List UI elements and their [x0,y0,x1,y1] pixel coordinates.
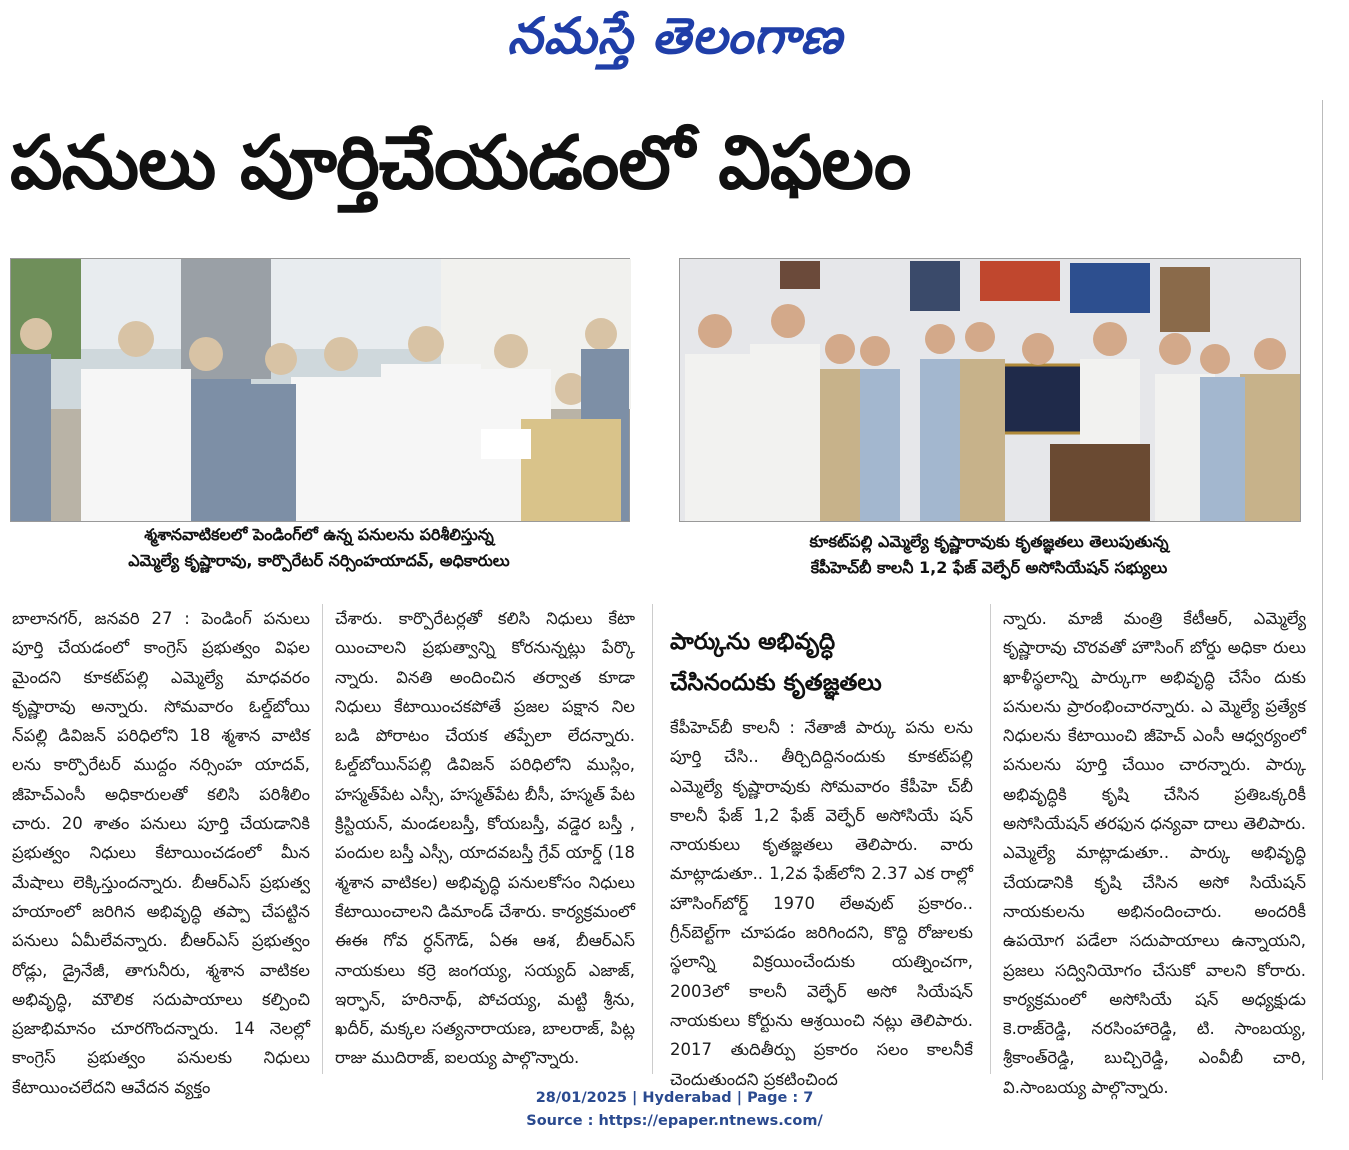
article2-subhead-line2: చేసినందుకు కృతజ్ఞతలు [670,670,882,696]
article2-column2 [1003,604,1306,1097]
column-rule-3 [990,604,991,1074]
photo-left-caption [10,522,628,574]
headline: పనులు పూర్తిచేయడంలో విఫలం [10,120,911,206]
photo-right-caption [679,529,1299,581]
article2-column1-text: కేపీహెచ్‌బీ కాలనీ : నేతాజీ పార్కు పను లను పూర్తి చేసి.. తీర్చిదిద్దినందుకు కూకట్‌పల్లి ఎమ్మెల్యే కృష్ణారావుకు సోమవారం కేపీహె చ్‌బీ కాలనీ ఫేజ్ 1,2 ఫేజ్ వెల్ఫేర్ అసోసియే షన్ నాయకులు కృతజ్ఞతలు తెలిపారు. వారు మాట్లాడుతూ.. 1,2వ ఫేజ్‌లోని 2.37 ఎక రాల్లో హౌసింగ్‌బోర్డ్ 1970 లేఅవుట్ ప్రకారం.. గ్రీన్‌బెల్ట్‌గా చూపడం జరిగిందని, కొద్ది రోజులకు స్థలాన్ని విక్రయించేందుకు యత్నించగా, 2003లో కాలనీ వెల్ఫేర్ అసో సియేషన్ నాయకులు కోర్టును ఆశ్రయించి నట్లు తెలిపారు. 2017 తుదితీర్పు ప్రకారం సలం కాలనీకే చెందుతుందని ప్రకటించింద [670,718,973,1089]
photo-right-caption-line1: కూకట్‌పల్లి ఎమ్మెల్యే కృష్ణారావుకు కృతజ్ఞతలు తెలుపుతున్న [809,532,1169,551]
photo-right [679,258,1301,522]
article1-column1-text: బాలానగర్, జనవరి 27 : పెండింగ్ పనులు పూర్తి చేయడంలో కాంగ్రెస్ ప్రభుత్వం విఫల మైందని కూకట్‌పల్లి ఎమ్మెల్యే మాధవరం కృష్ణారావు అన్నారు. సోమవారం ఓల్డ్‌బోయి న్‌పల్లి డివిజన్ పరిధిలోని 18 శ్మశాన వాటిక లను కార్పొరేటర్ ముద్దం నర్సింహ యాదవ్, జీహెచ్‌ఎంసీ అధికారులతో కలిసి పరిశీలిం చారు. 20 శాతం పనులు పూర్తి చేయడానికి ప్రభుత్వం నిధులు కేటాయించడంలో మీన మేషాలు లెక్కిస్తుందన్నారు. బీఆర్‌ఎస్ ప్రభుత్వ హయాంలో జరిగిన అభివృద్ధి తప్పా చేపట్టిన పనులు ఏమీలేవన్నారు. బీఆర్‌ఎస్ ప్రభుత్వం రోడ్లు, డ్రైనేజీ, తాగునీరు, శ్మశాన వాటికల అభివృద్ధి, మౌలిక సదుపాయాలు కల్పించి ప్రజాభిమానం చూరగొందన్నారు. 14 నెలల్లో కాంగ్రెస్ ప్రభుత్వం పనులకు నిధులు కేటాయించలేదని ఆవేదన వ్యక్తం [12,609,310,1097]
article2-column2-text: న్నారు. మాజీ మంత్రి కేటీఆర్, ఎమ్మెల్యే కృష్ణారావు చొరవతో హౌసింగ్ బోర్డు అధికా రులు ఖాళీస్థలాన్ని పార్కుగా అభివృద్ధి చేసేం దుకు పనులను ప్రారంభించారన్నారు. ఎ మ్మెల్యే ప్రత్యేక నిధులను కేటాయించి జీహెచ్ ఎంసీ ఆధ్వర్యంలో పనులను పూర్తి చేయిం చారన్నారు. పార్కు అభివృద్ధికి కృషి చేసిన ప్రతిఒక్కరికీ అసోసియేషన్ తరఫున ధన్యవా దాలు తెలిపారు. ఎమ్మెల్యే మాట్లాడుతూ.. పార్కు అభివృద్ధి చేయడానికి కృషి చేసిన అసో సియేషన్ నాయకులను అభినందించారు. అందరికీ ఉపయోగ పడేలా సదుపాయాలు ఉన్నాయని, ప్రజలు సద్వినియోగం చేసుకో వాలని కోరారు. కార్యక్రమంలో అసోసియే షన్ అధ్యక్షుడు కె.రాజ్‌రెడ్డి, నరసింహారెడ్డి, టి. సాంబయ్య, శ్రీకాంత్‌రెడ్డి, బుచ్చిరెడ్డి, ఎంవీబీ చారి, వి.సాంబయ్య పాల్గొన్నారు. [1003,609,1306,1097]
masthead-title: నమస్తే తెలంగాణ [507,6,843,65]
article2-subhead [670,622,970,704]
footer-date-line: 28/01/2025 | Hyderabad | Page : 7 [535,1090,814,1106]
photo-left-caption-line2: ఎమ్మెల్యే కృష్ణారావు, కార్పొరేటర్ నర్సింహయాదవ్, అధికారులు [128,551,510,570]
article2-column1 [670,713,973,1089]
article2-subhead-line1: పార్కును అభివృద్ధి [670,629,836,655]
footer-source-link[interactable]: Source : https://epaper.ntnews.com/ [526,1113,823,1129]
column-rule-1 [322,604,323,1074]
page-right-rule [1322,100,1323,1080]
masthead [470,6,880,76]
photo-left [10,258,630,522]
column-rule-2 [652,604,653,1074]
article1-column2 [335,604,635,1074]
article1-column2-text: చేశారు. కార్పొరేటర్లతో కలిసి నిధులు కేటా యించాలని ప్రభుత్వాన్ని కోరనున్నట్లు పేర్కొ న్నారు. వినతి అందించిన తర్వాత కూడా నిధులు కేటాయించకపోతే ప్రజల పక్షాన నిల బడి పోరాటం చేయక తప్పేలా లేదన్నారు. ఓల్డ్‌బోయిన్‌పల్లి డివిజన్ పరిధిలోని ముస్లిం, హస్మత్‌పేట ఎస్సీ, హస్మత్‌పేట బీసీ, హస్మత్ పేట క్రిస్టియన్, మండలబస్తీ, కోయబస్తీ, వడ్డెర బస్తీ , పందుల బస్తీ ఎస్సీ, యాదవబస్తీ గ్రేవ్ యార్డ్ (18 శ్మశాన వాటికల) అభివృద్ధి పనులకోసం నిధులు కేటాయించాలని డిమాండ్ చేశారు. కార్యక్రమంలో ఈఈ గోవ ర్ధన్‌గౌడ్, ఏఈ ఆశ, బీఆర్‌ఎస్ నాయకులు కర్రె జంగయ్య, సయ్యద్ ఎజాజ్, ఇర్ఫాన్, హరినాథ్, పోచయ్య, మట్టి శ్రీను, ఖదీర్, మక్కల సత్యనారాయణ, బాలరాజ్, పిట్ల రాజు ముదిరాజ్, ఐలయ్య పాల్గొన్నారు. [335,609,635,1068]
photo-left-caption-line1: శ్మశానవాటికలలో పెండింగ్‌లో ఉన్న పనులను పరిశీలిస్తున్న [144,525,494,544]
article1-column1 [12,604,310,1097]
photo-right-caption-line2: కేపీహెచ్‌బీ కాలనీ 1,2 ఫేజ్ వెల్ఫేర్ అసోసియేషన్ సభ్యులు [810,558,1168,577]
